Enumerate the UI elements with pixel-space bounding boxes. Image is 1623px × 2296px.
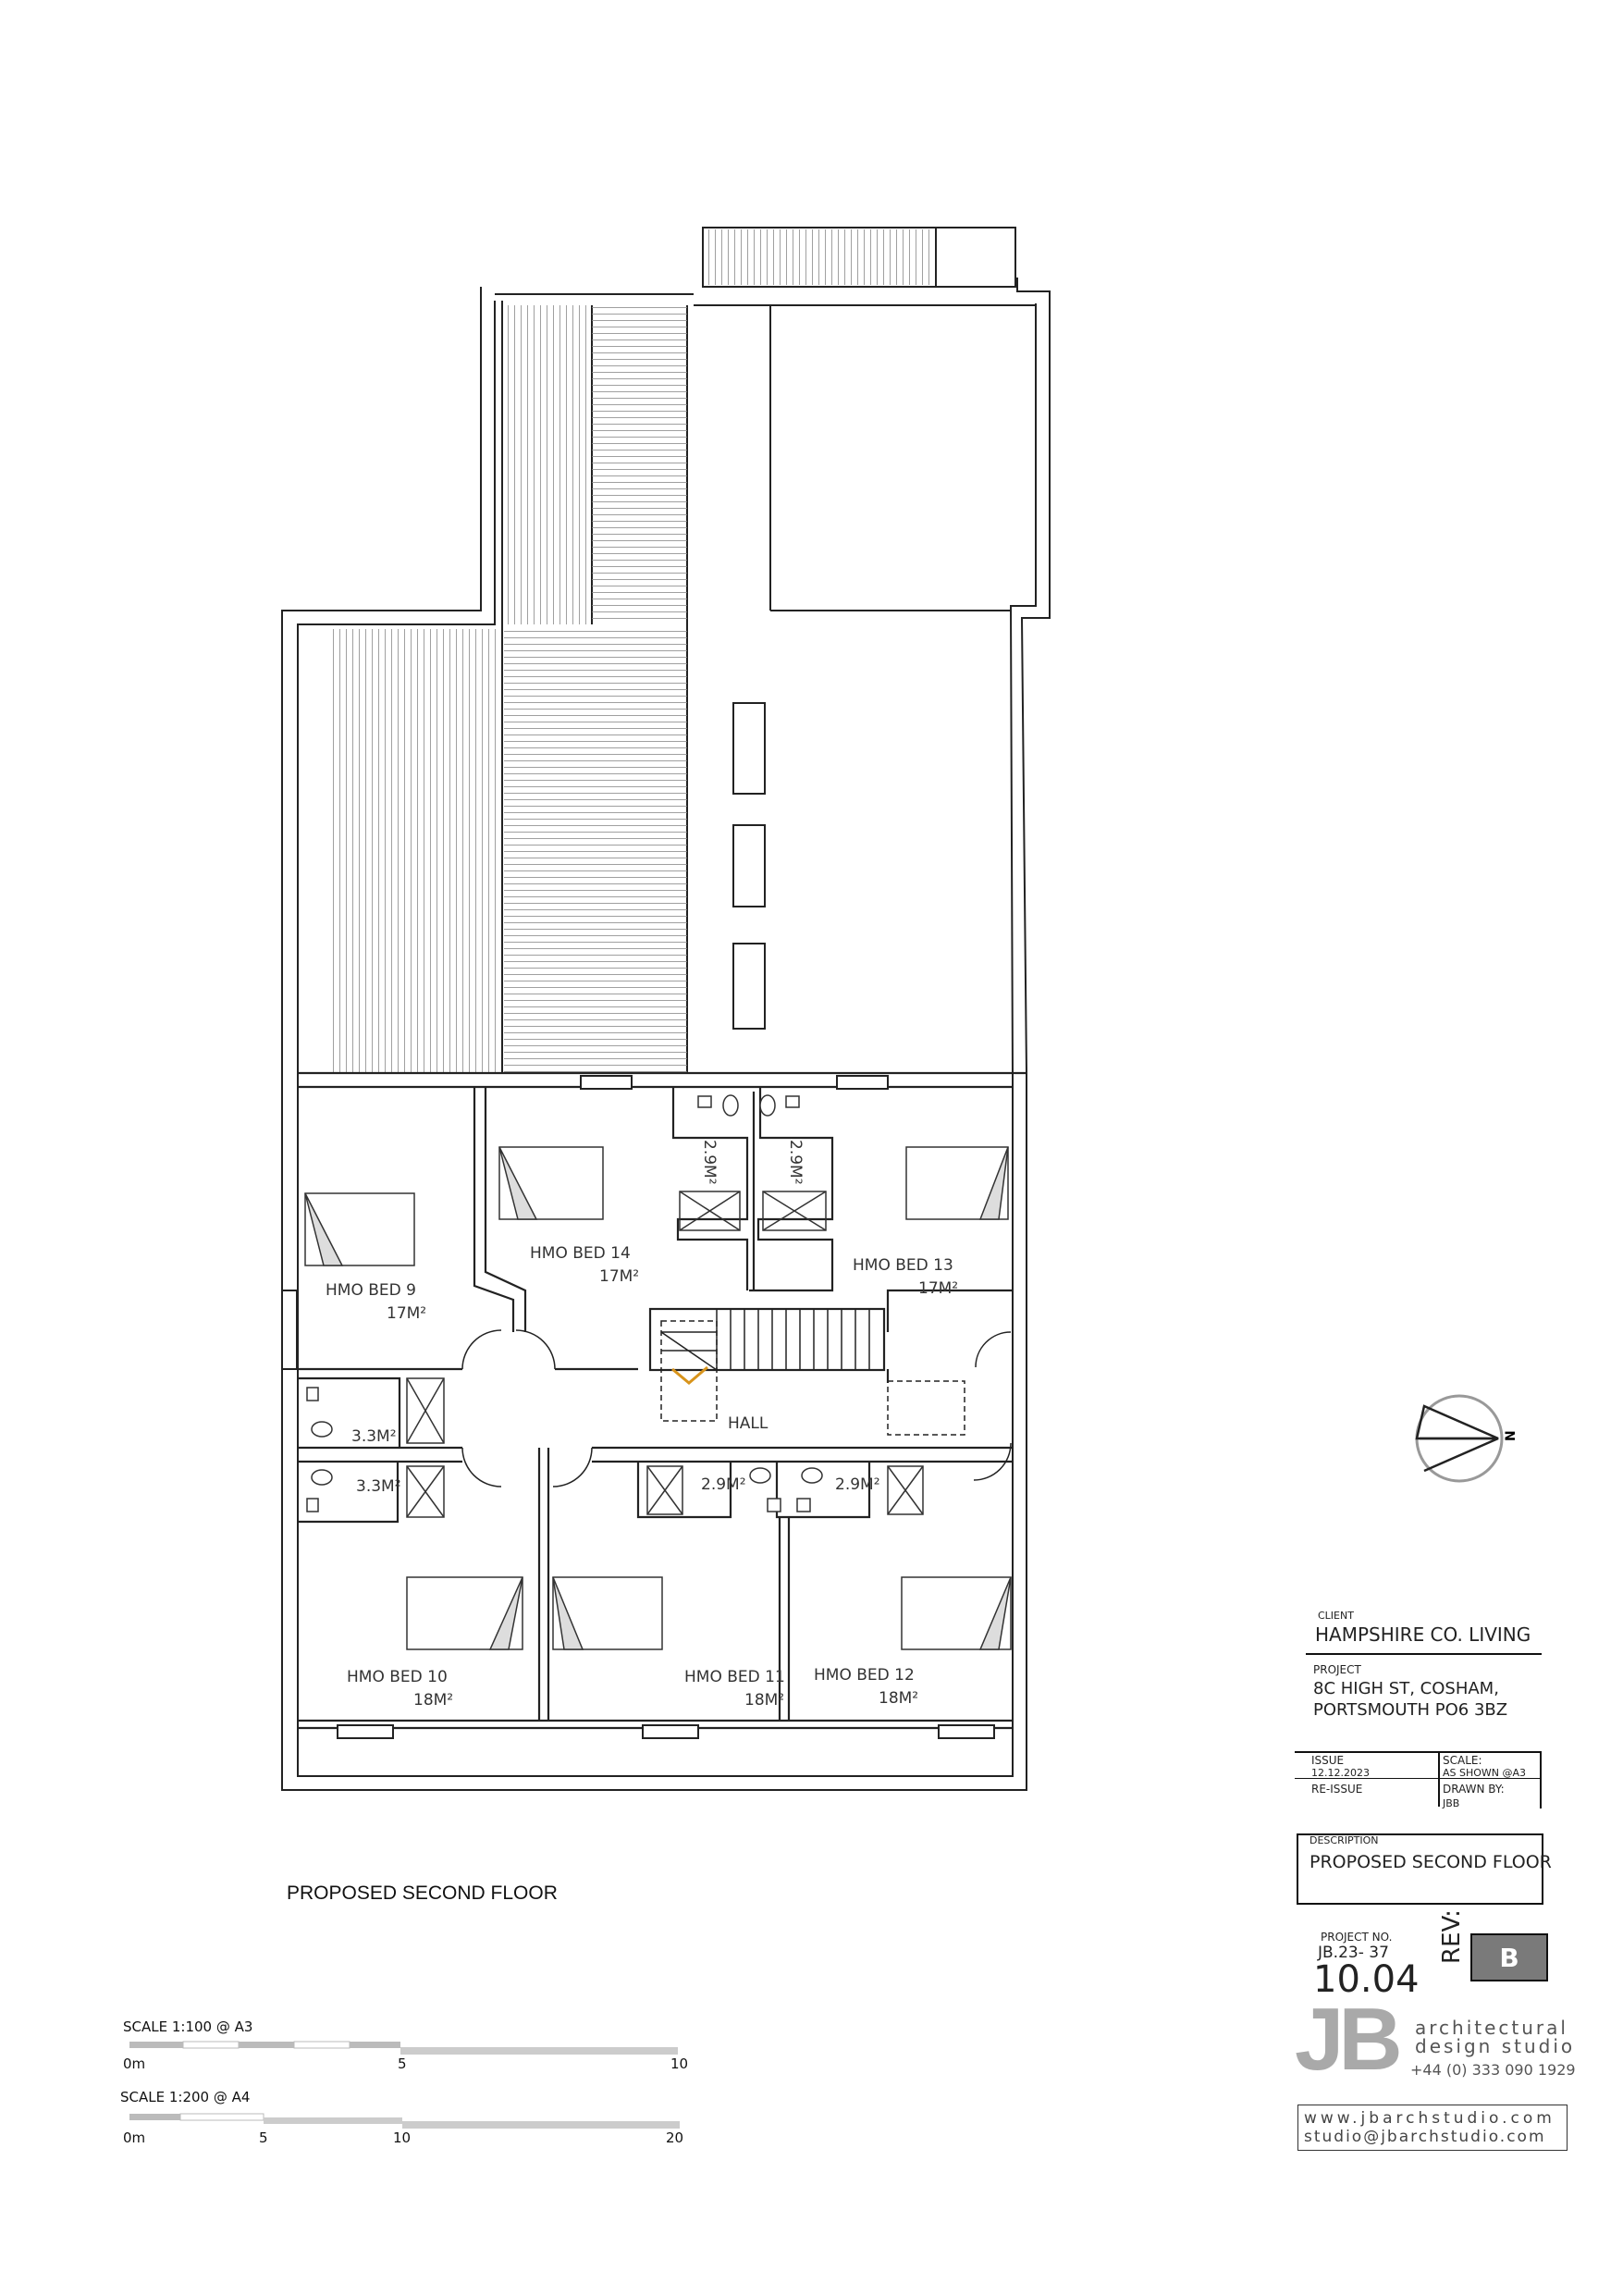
door-swing: [976, 1332, 1011, 1367]
room-area: 17M²: [387, 1304, 427, 1323]
scale-tick: 5: [398, 2055, 407, 2072]
roof-hatch-4: [504, 629, 687, 1073]
stair-hatch-top: [705, 229, 936, 285]
rooflight: [733, 825, 765, 907]
roof-hatch-2: [592, 305, 687, 624]
client-label: CLIENT: [1318, 1610, 1354, 1622]
drawing-number: 10.04: [1313, 1958, 1420, 2001]
project-label: PROJECT: [1313, 1663, 1361, 1676]
studio-name-1: architectural: [1415, 2017, 1568, 2039]
drawn-by-label: DRAWN BY:: [1443, 1783, 1505, 1796]
studio-web[interactable]: www.jbarchstudio.com: [1304, 2109, 1555, 2128]
door-swing: [462, 1448, 501, 1487]
room-name: HMO BED 10: [347, 1668, 448, 1686]
roof-hatch-3: [328, 629, 499, 1073]
window: [939, 1725, 994, 1738]
room-name: HMO BED 11: [684, 1668, 785, 1686]
studio-email[interactable]: studio@jbarchstudio.com: [1304, 2128, 1546, 2146]
revision-letter: B: [1499, 1942, 1519, 1973]
scale-tick: 10: [670, 2055, 689, 2072]
drawing-title: PROPOSED SECOND FLOOR: [287, 1882, 558, 1904]
scale-tick: 5: [259, 2129, 268, 2146]
room-area: 17M²: [599, 1267, 640, 1286]
ensuite-area: 3.3M²: [356, 1477, 401, 1496]
rev-label: REV:: [1438, 1909, 1466, 1964]
project-address-1: 8C HIGH ST, COSHAM,: [1313, 1679, 1499, 1698]
ensuite-area: 3.3M²: [351, 1427, 397, 1446]
roof-hatch-1: [504, 305, 592, 624]
room-area: 18M²: [879, 1689, 919, 1708]
scale-tick: 20: [666, 2129, 684, 2146]
north-arrow: [1417, 1396, 1518, 1481]
door-swing: [462, 1330, 501, 1369]
scale-bar-2: [129, 2114, 680, 2129]
room-area: 17M²: [918, 1279, 959, 1298]
scale-tick: 10: [393, 2129, 412, 2146]
room-area: 18M²: [744, 1691, 785, 1710]
studio-name-2: design studio: [1415, 2035, 1576, 2057]
ensuite-area: 2.9M²: [835, 1475, 880, 1494]
project-address-2: PORTSMOUTH PO6 3BZ: [1313, 1700, 1508, 1720]
scale-label: SCALE 1:200 @ A4: [120, 2089, 251, 2105]
reissue-label: RE-ISSUE: [1311, 1783, 1363, 1796]
window: [282, 1290, 297, 1369]
ensuite-area: 2.9M²: [700, 1140, 719, 1185]
room-name: HMO BED 14: [530, 1244, 631, 1263]
room-name: HALL: [728, 1414, 768, 1433]
door-swing: [553, 1448, 592, 1487]
scale-label: SCALE 1:100 @ A3: [123, 2018, 253, 2035]
window: [837, 1076, 888, 1089]
window: [338, 1725, 393, 1738]
description: PROPOSED SECOND FLOOR: [1309, 1852, 1552, 1872]
scale-title: SCALE:: [1443, 1754, 1482, 1767]
project-no-label: PROJECT NO.: [1321, 1931, 1393, 1944]
staircase: [650, 1309, 884, 1370]
logo-mark: JB: [1295, 1990, 1397, 2089]
window: [643, 1725, 698, 1738]
room-name: HMO BED 9: [326, 1281, 416, 1300]
scale-tick: 0m: [123, 2129, 146, 2146]
studio-phone: +44 (0) 333 090 1929: [1410, 2061, 1576, 2079]
description-label: DESCRIPTION: [1309, 1834, 1379, 1846]
room-name: HMO BED 13: [853, 1256, 953, 1275]
project-no: JB.23- 37: [1318, 1944, 1389, 1962]
scale-value: AS SHOWN @A3: [1443, 1767, 1527, 1779]
rooflight: [733, 944, 765, 1029]
client-name: HAMPSHIRE CO. LIVING: [1315, 1623, 1531, 1646]
issue-label: ISSUE: [1311, 1754, 1345, 1767]
window: [581, 1076, 632, 1089]
ensuite-area: 2.9M²: [701, 1475, 746, 1494]
north-label: N: [1504, 1430, 1518, 1441]
scale-bar-1: [129, 2042, 678, 2055]
room-area: 18M²: [413, 1691, 454, 1710]
door-swing: [516, 1330, 555, 1369]
scale-tick: 0m: [123, 2055, 146, 2072]
rooflight: [733, 703, 765, 794]
room-name: HMO BED 12: [814, 1666, 915, 1685]
ensuite-area: 2.9M²: [786, 1140, 805, 1185]
issue-date: 12.12.2023: [1311, 1767, 1370, 1779]
drawn-by: JBB: [1443, 1797, 1460, 1809]
